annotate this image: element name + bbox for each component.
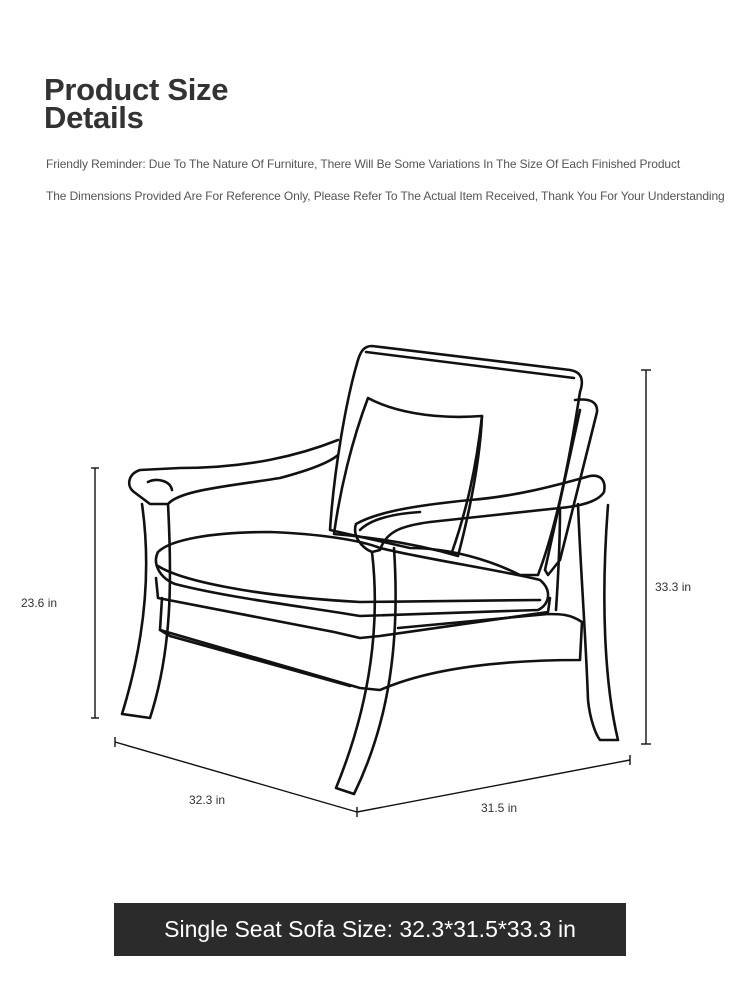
seat-cushion-welt xyxy=(158,566,540,602)
back-cushion-edge xyxy=(366,352,574,378)
back-height-dimension xyxy=(641,370,651,744)
depth-label: 32.3 in xyxy=(189,793,226,807)
size-banner-text: Single Seat Sofa Size: 32.3*31.5*33.3 in xyxy=(164,916,576,942)
right-arm-inner xyxy=(360,512,420,530)
seat-cushion xyxy=(156,532,548,616)
title-line-1: Product Size xyxy=(44,72,229,107)
left-arm-inner xyxy=(148,480,172,490)
right-front-leg xyxy=(336,548,396,794)
seat-height-dimension xyxy=(91,468,99,718)
seat-height-label: 23.6 in xyxy=(21,596,58,610)
back-height-label: 33.3 in xyxy=(655,580,692,594)
width-label: 31.5 in xyxy=(481,801,518,815)
rear-post xyxy=(556,508,560,610)
pillow-seam xyxy=(452,416,482,552)
left-arm-top xyxy=(129,440,338,504)
depth-dimension xyxy=(115,737,357,817)
rear-frame xyxy=(545,400,597,576)
right-rear-leg xyxy=(578,504,618,740)
reference-note: The Dimensions Provided Are For Reference Only, Please Refer To The Actual Item Received, Thank You For Your Understanding xyxy=(46,189,725,203)
left-front-leg xyxy=(122,504,170,718)
reminder-note: Friendly Reminder: Due To The Nature Of Furniture, There Will Be Some Variations In The Size Of Each Finished Product xyxy=(46,157,681,171)
size-banner xyxy=(114,903,626,956)
front-rail xyxy=(156,578,550,638)
title-line-2: Details xyxy=(44,100,144,135)
